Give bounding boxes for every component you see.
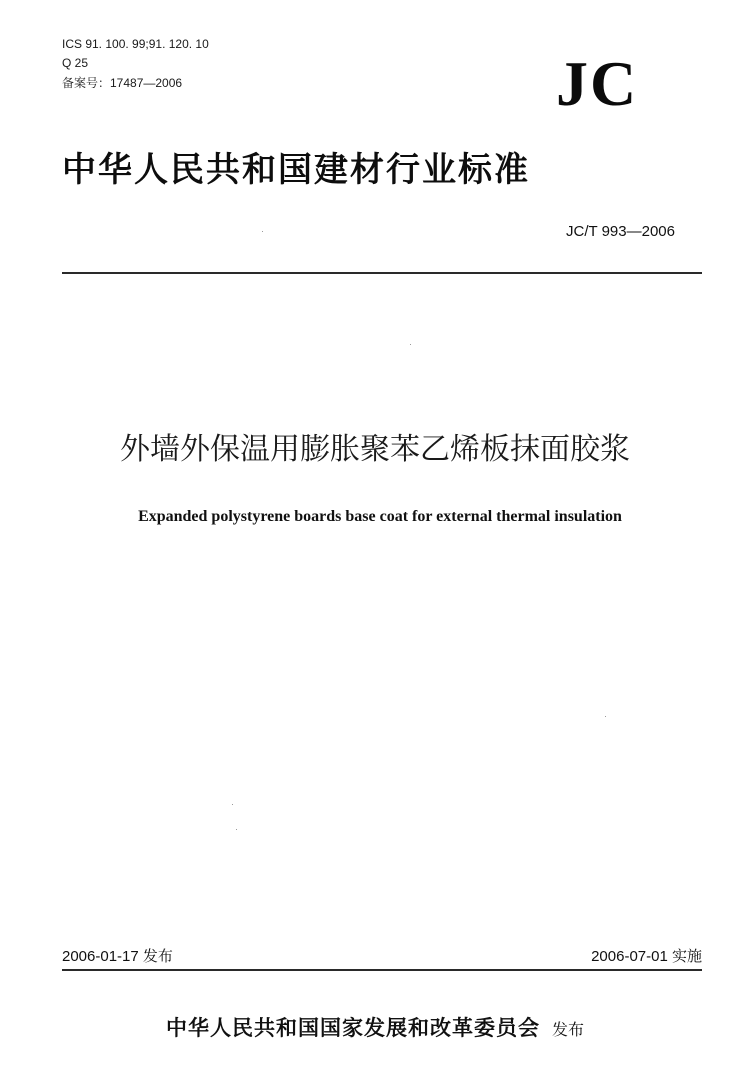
scan-speck xyxy=(262,231,263,232)
footer-divider xyxy=(62,969,702,971)
document-title-english: Expanded polystyrene boards base coat for external thermal insulation xyxy=(138,508,622,525)
standard-number: JC/T 993—2006 xyxy=(566,223,675,240)
scan-speck xyxy=(410,344,411,345)
header-divider xyxy=(62,272,702,274)
publisher-name: 中华人民共和国国家发展和改革委员会 xyxy=(165,1015,540,1040)
ics-code: ICS 91. 100. 99;91. 120. 10 xyxy=(62,37,209,51)
publisher-suffix: 发布 xyxy=(551,1020,584,1039)
effective-date: 2006-07-01 实施 xyxy=(591,948,702,965)
record-number: 备案号：17487—2006 xyxy=(62,76,183,90)
issue-date: 2006-01-17 发布 xyxy=(62,948,173,965)
scan-speck xyxy=(236,829,237,830)
classification-code: Q 25 xyxy=(62,56,89,70)
publisher-line xyxy=(0,1012,750,1042)
organization-title: 中华人民共和国建材行业标准 xyxy=(62,150,530,190)
scan-speck xyxy=(605,716,606,717)
scan-speck xyxy=(232,804,233,805)
document-title-chinese: 外墙外保温用膨胀聚苯乙烯板抹面胶浆 xyxy=(120,432,630,467)
jc-logo: JC xyxy=(556,48,639,119)
